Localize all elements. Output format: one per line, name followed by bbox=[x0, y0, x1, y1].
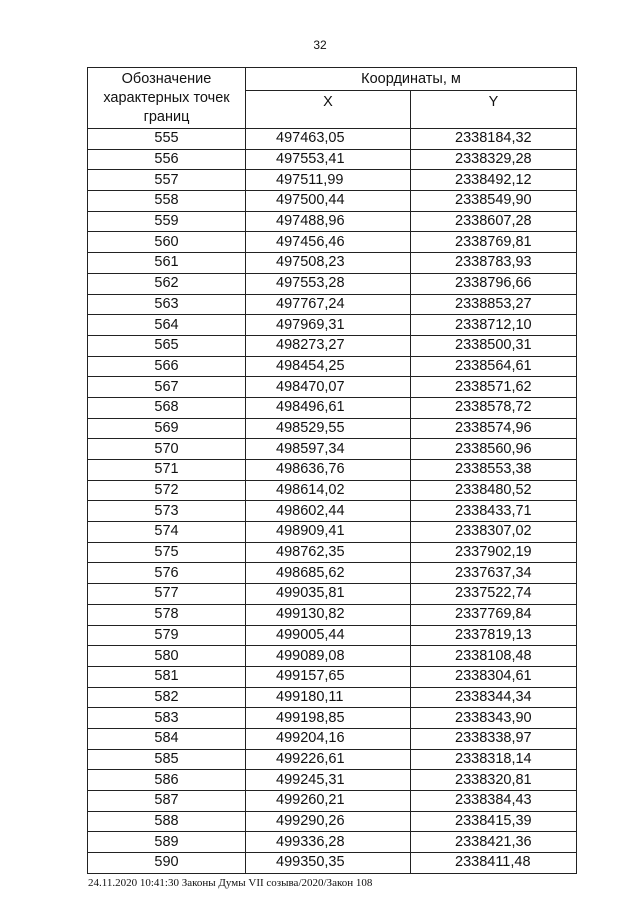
coord-y: 2337637,34 bbox=[411, 563, 577, 584]
table-row bbox=[88, 460, 577, 481]
coord-y: 2338320,81 bbox=[411, 770, 577, 791]
table-row bbox=[88, 749, 577, 770]
coord-y: 2338343,90 bbox=[411, 708, 577, 729]
coord-x: 497767,24 bbox=[246, 294, 411, 315]
table-row bbox=[88, 625, 577, 646]
coord-y: 2338338,97 bbox=[411, 728, 577, 749]
table-row bbox=[88, 480, 577, 501]
table-row bbox=[88, 232, 577, 253]
point-number: 555 bbox=[88, 129, 246, 150]
point-number: 574 bbox=[88, 522, 246, 543]
table-row bbox=[88, 708, 577, 729]
coord-y: 2338329,28 bbox=[411, 149, 577, 170]
point-number: 576 bbox=[88, 563, 246, 584]
coord-x: 498496,61 bbox=[246, 397, 411, 418]
table-row bbox=[88, 728, 577, 749]
point-number: 559 bbox=[88, 211, 246, 232]
point-number: 573 bbox=[88, 501, 246, 522]
coord-y: 2338344,34 bbox=[411, 687, 577, 708]
coord-y: 2337819,13 bbox=[411, 625, 577, 646]
table-row bbox=[88, 853, 577, 874]
coord-x: 497511,99 bbox=[246, 170, 411, 191]
coord-y: 2337522,74 bbox=[411, 584, 577, 605]
table-row bbox=[88, 501, 577, 522]
coord-y: 2338108,48 bbox=[411, 646, 577, 667]
table-row bbox=[88, 211, 577, 232]
table-row bbox=[88, 170, 577, 191]
point-number: 566 bbox=[88, 356, 246, 377]
header-y: Y bbox=[411, 91, 577, 129]
coord-x: 498685,62 bbox=[246, 563, 411, 584]
coord-x: 499005,44 bbox=[246, 625, 411, 646]
coord-x: 498529,55 bbox=[246, 418, 411, 439]
coord-x: 498273,27 bbox=[246, 335, 411, 356]
coord-x: 499260,21 bbox=[246, 791, 411, 812]
point-number: 579 bbox=[88, 625, 246, 646]
table-row bbox=[88, 315, 577, 336]
coord-x: 497500,44 bbox=[246, 191, 411, 212]
coord-y: 2338384,43 bbox=[411, 791, 577, 812]
coord-y: 2338433,71 bbox=[411, 501, 577, 522]
coord-x: 497463,05 bbox=[246, 129, 411, 150]
header-coordinates: Координаты, м bbox=[246, 68, 577, 91]
coord-y: 2338712,10 bbox=[411, 315, 577, 336]
coord-x: 499130,82 bbox=[246, 604, 411, 625]
table-row bbox=[88, 439, 577, 460]
coord-y: 2338411,48 bbox=[411, 853, 577, 874]
point-number: 560 bbox=[88, 232, 246, 253]
coord-x: 499336,28 bbox=[246, 832, 411, 853]
point-number: 577 bbox=[88, 584, 246, 605]
table-row bbox=[88, 418, 577, 439]
point-number: 568 bbox=[88, 397, 246, 418]
coord-x: 498597,34 bbox=[246, 439, 411, 460]
coord-x: 499245,31 bbox=[246, 770, 411, 791]
table-row bbox=[88, 770, 577, 791]
footer-stamp: 24.11.2020 10:41:30 Законы Думы VII созыва/2020/Закон 108 bbox=[88, 877, 373, 889]
table-row bbox=[88, 294, 577, 315]
coord-y: 2338796,66 bbox=[411, 273, 577, 294]
coord-y: 2338307,02 bbox=[411, 522, 577, 543]
coord-x: 498454,25 bbox=[246, 356, 411, 377]
coord-x: 497969,31 bbox=[246, 315, 411, 336]
point-number: 589 bbox=[88, 832, 246, 853]
point-number: 562 bbox=[88, 273, 246, 294]
table-row bbox=[88, 584, 577, 605]
point-number: 565 bbox=[88, 335, 246, 356]
coord-x: 499157,65 bbox=[246, 666, 411, 687]
point-number: 570 bbox=[88, 439, 246, 460]
coord-y: 2338853,27 bbox=[411, 294, 577, 315]
coord-x: 497553,41 bbox=[246, 149, 411, 170]
coord-x: 499198,85 bbox=[246, 708, 411, 729]
coord-x: 499035,81 bbox=[246, 584, 411, 605]
point-number: 584 bbox=[88, 728, 246, 749]
coord-y: 2338184,32 bbox=[411, 129, 577, 150]
table-row bbox=[88, 273, 577, 294]
coord-y: 2338553,38 bbox=[411, 460, 577, 481]
coord-y: 2337902,19 bbox=[411, 542, 577, 563]
point-number: 572 bbox=[88, 480, 246, 501]
point-number: 557 bbox=[88, 170, 246, 191]
table-body bbox=[88, 129, 577, 874]
table-row bbox=[88, 791, 577, 812]
point-number: 587 bbox=[88, 791, 246, 812]
coord-x: 498762,35 bbox=[246, 542, 411, 563]
coordinates-table bbox=[87, 67, 577, 874]
table-row bbox=[88, 687, 577, 708]
coord-y: 2338571,62 bbox=[411, 377, 577, 398]
point-number: 590 bbox=[88, 853, 246, 874]
table-row bbox=[88, 129, 577, 150]
coord-y: 2338415,39 bbox=[411, 811, 577, 832]
table-row bbox=[88, 811, 577, 832]
point-number: 569 bbox=[88, 418, 246, 439]
coord-y: 2338783,93 bbox=[411, 253, 577, 274]
point-number: 561 bbox=[88, 253, 246, 274]
point-number: 567 bbox=[88, 377, 246, 398]
point-number: 583 bbox=[88, 708, 246, 729]
point-number: 582 bbox=[88, 687, 246, 708]
point-number: 558 bbox=[88, 191, 246, 212]
coord-x: 498909,41 bbox=[246, 522, 411, 543]
coord-x: 498602,44 bbox=[246, 501, 411, 522]
table-row bbox=[88, 253, 577, 274]
coord-x: 497488,96 bbox=[246, 211, 411, 232]
point-number: 586 bbox=[88, 770, 246, 791]
coord-y: 2338564,61 bbox=[411, 356, 577, 377]
coord-x: 499350,35 bbox=[246, 853, 411, 874]
coord-x: 497456,46 bbox=[246, 232, 411, 253]
coord-y: 2338549,90 bbox=[411, 191, 577, 212]
coord-y: 2338492,12 bbox=[411, 170, 577, 191]
point-number: 563 bbox=[88, 294, 246, 315]
table-header bbox=[88, 68, 577, 129]
table-row bbox=[88, 563, 577, 584]
point-number: 564 bbox=[88, 315, 246, 336]
coord-x: 499204,16 bbox=[246, 728, 411, 749]
coord-x: 497553,28 bbox=[246, 273, 411, 294]
table-row bbox=[88, 522, 577, 543]
point-number: 580 bbox=[88, 646, 246, 667]
coord-y: 2338560,96 bbox=[411, 439, 577, 460]
page-number: 32 bbox=[313, 38, 327, 52]
coord-y: 2338769,81 bbox=[411, 232, 577, 253]
coord-y: 2337769,84 bbox=[411, 604, 577, 625]
table-row bbox=[88, 832, 577, 853]
point-number: 585 bbox=[88, 749, 246, 770]
coord-x: 499226,61 bbox=[246, 749, 411, 770]
coord-x: 497508,23 bbox=[246, 253, 411, 274]
coord-y: 2338574,96 bbox=[411, 418, 577, 439]
header-x: X bbox=[246, 91, 411, 129]
point-number: 588 bbox=[88, 811, 246, 832]
table-row bbox=[88, 377, 577, 398]
coord-y: 2338578,72 bbox=[411, 397, 577, 418]
table-row bbox=[88, 191, 577, 212]
coord-x: 498470,07 bbox=[246, 377, 411, 398]
point-number: 556 bbox=[88, 149, 246, 170]
table-row bbox=[88, 149, 577, 170]
table-row bbox=[88, 646, 577, 667]
coord-x: 499290,26 bbox=[246, 811, 411, 832]
point-number: 571 bbox=[88, 460, 246, 481]
coord-y: 2338480,52 bbox=[411, 480, 577, 501]
table-row bbox=[88, 397, 577, 418]
coord-x: 499089,08 bbox=[246, 646, 411, 667]
point-number: 575 bbox=[88, 542, 246, 563]
coord-y: 2338318,14 bbox=[411, 749, 577, 770]
table-row bbox=[88, 604, 577, 625]
table-row bbox=[88, 335, 577, 356]
table-row bbox=[88, 542, 577, 563]
coord-x: 498614,02 bbox=[246, 480, 411, 501]
table-row bbox=[88, 666, 577, 687]
coord-x: 498636,76 bbox=[246, 460, 411, 481]
coord-y: 2338304,61 bbox=[411, 666, 577, 687]
coord-y: 2338607,28 bbox=[411, 211, 577, 232]
header-point-designation: Обозначение характерных точек границ bbox=[88, 68, 246, 129]
coord-y: 2338421,36 bbox=[411, 832, 577, 853]
coord-x: 499180,11 bbox=[246, 687, 411, 708]
table-row bbox=[88, 356, 577, 377]
point-number: 581 bbox=[88, 666, 246, 687]
coord-y: 2338500,31 bbox=[411, 335, 577, 356]
point-number: 578 bbox=[88, 604, 246, 625]
